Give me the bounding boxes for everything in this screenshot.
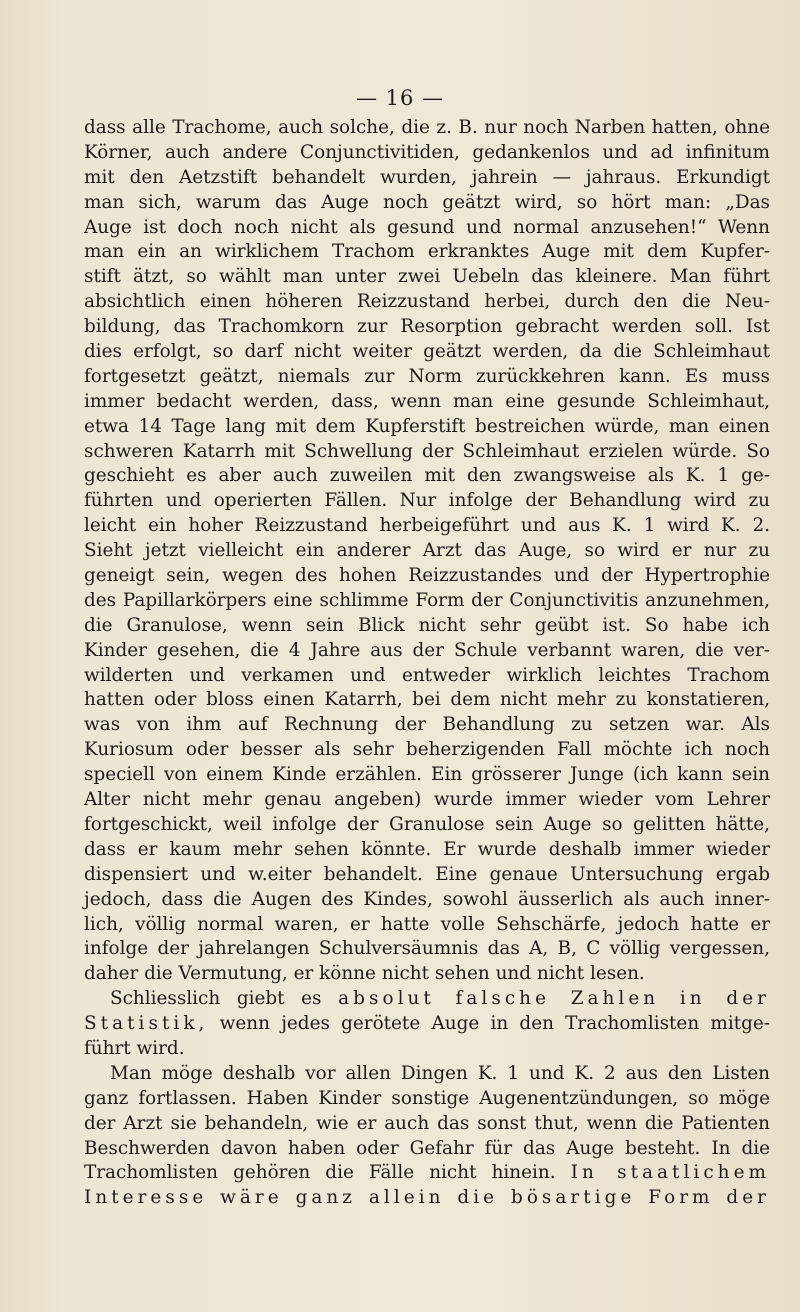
text-segment: Trachomlisten gehören die Fälle nicht hinein. (84, 1162, 556, 1184)
text-line: ganz fortlassen. Haben Kinder sonstige Augenentzündungen, so möge (84, 1087, 770, 1109)
text-line: schweren Katarrh mit Schwellung der Schleimhaut erzielen würde. So (84, 440, 770, 462)
text-line: führt wird. (84, 1037, 185, 1059)
text-line: was von ihm auf Rechnung der Behandlung zu setzen war. Als (84, 714, 770, 736)
page-number: — 16 — (355, 86, 445, 110)
text-line: der Arzt sie behandeln, wie er auch das sonst thut, wenn die Patienten (84, 1112, 770, 1134)
text-line: Man möge deshalb vor allen Dingen K. 1 und K. 2 aus den Listen (110, 1062, 770, 1084)
text-line: lich, völlig normal waren, er hatte volle Sehschärfe, jedoch hatte er (84, 913, 770, 935)
text-line: dass er kaum mehr sehen könnte. Er wurde deshalb immer wieder (84, 838, 770, 860)
text-segment: Schliesslich giebt es (110, 988, 322, 1010)
text-line: hatten oder bloss einen Katarrh, bei dem nicht mehr zu konstatieren, (84, 689, 770, 711)
text-line: daher die Vermutung, er könne nicht sehen und nicht lesen. (84, 963, 645, 985)
text-line: Kinder gesehen, die 4 Jahre aus der Schule verbannt waren, die ver- (84, 639, 770, 661)
text-line: die Granulose, wenn sein Blick nicht sehr geübt ist. So habe ich (84, 614, 770, 636)
text-line: Kuriosum oder besser als sehr beherzigenden Fall möchte ich noch (84, 739, 770, 761)
text-line (84, 987, 770, 1012)
text-line: dispensiert und w.eiter behandelt. Eine genaue Untersuchung ergab (84, 863, 770, 885)
text-line: etwa 14 Tage lang mit dem Kupferstift bestreichen würde, man einen (84, 415, 770, 437)
text-line: stift ätzt, so wählt man unter zwei Uebeln das kleinere. Man führt (84, 266, 770, 288)
text-line: Körner, auch andere Conjunctivitiden, gedankenlos und ad infinitum (84, 141, 770, 163)
text-line: führten und operierten Fällen. Nur infolge der Behandlung wird zu (84, 490, 770, 512)
text-line (84, 1161, 770, 1186)
text-segment: wenn jedes gerötete Auge in den Trachomlisten mitge- (219, 1013, 770, 1035)
text-line: bildung, das Trachomkorn zur Resorption gebracht werden soll. Ist (84, 316, 770, 338)
text-line: Sieht jetzt vielleicht ein anderer Arzt das Auge, so wird er nur zu (84, 540, 770, 562)
text-line: Beschwerden davon haben oder Gefahr für das Auge besteht. In die (84, 1137, 770, 1159)
text-line: dies erfolgt, so darf nicht weiter geätzt werden, da die Schleimhaut (84, 341, 770, 363)
text-line: Auge ist doch noch nicht als gesund und normal anzusehen!“ Wenn (84, 216, 770, 238)
text-line: leicht ein hoher Reizzustand herbeigeführt und aus K. 1 wird K. 2. (84, 515, 770, 537)
text-line: immer bedacht werden, dass, wenn man eine gesunde Schleimhaut, (84, 390, 770, 412)
text-line: geschieht es aber auch zuweilen mit den zwangsweise als K. 1 ge- (84, 465, 770, 487)
text-line: man sich, warum das Auge noch geätzt wird, so hört man: „Das (84, 191, 770, 213)
text-line: speciell von einem Kinde erzählen. Ein grösserer Junge (ich kann sein (84, 764, 770, 786)
text-line: absichtlich einen höheren Reizzustand herbei, durch den die Neu- (84, 291, 770, 313)
text-line: dass alle Trachome, auch solche, die z. B. nur noch Narben hatten, ohne (84, 117, 770, 138)
text-line: geneigt sein, wegen des hohen Reizzustandes und der Hypertrophie (84, 565, 770, 587)
text-line: mit den Aetzstift behandelt wurden, jahrein — jahraus. Erkundigt (84, 166, 770, 188)
text-line: wilderten und verkamen und entweder wirklich leichtes Trachom (84, 664, 770, 686)
text-line: jedoch, dass die Augen des Kindes, sowohl äusserlich als auch inner- (84, 888, 770, 910)
body-text (84, 116, 770, 1211)
text-line: des Papillarkörpers eine schlimme Form der Conjunctivitis anzunehmen, (84, 589, 770, 611)
text-line: man ein an wirklichem Trachom erkranktes Auge mit dem Kupfer- (84, 241, 770, 263)
text-line: fortgesetzt geätzt, niemals zur Norm zurückkehren kann. Es muss (84, 365, 770, 387)
text-line: Interesse wäre ganz allein die bösartige Form der (84, 1187, 770, 1209)
emphasized-text: absolut falsche Zahlen in der (338, 988, 770, 1010)
text-line (84, 1012, 770, 1037)
text-line: fortgeschickt, weil infolge der Granulose sein Auge so gelitten hätte, (84, 813, 770, 835)
emphasized-text: Statistik, (84, 1013, 209, 1035)
emphasized-text: In staatlichem (570, 1162, 770, 1184)
text-line: Alter nicht mehr genau angeben) wurde immer wieder vom Lehrer (84, 789, 770, 811)
text-line: infolge der jahrelangen Schulversäumnis das A, B, C völlig vergessen, (84, 938, 770, 960)
